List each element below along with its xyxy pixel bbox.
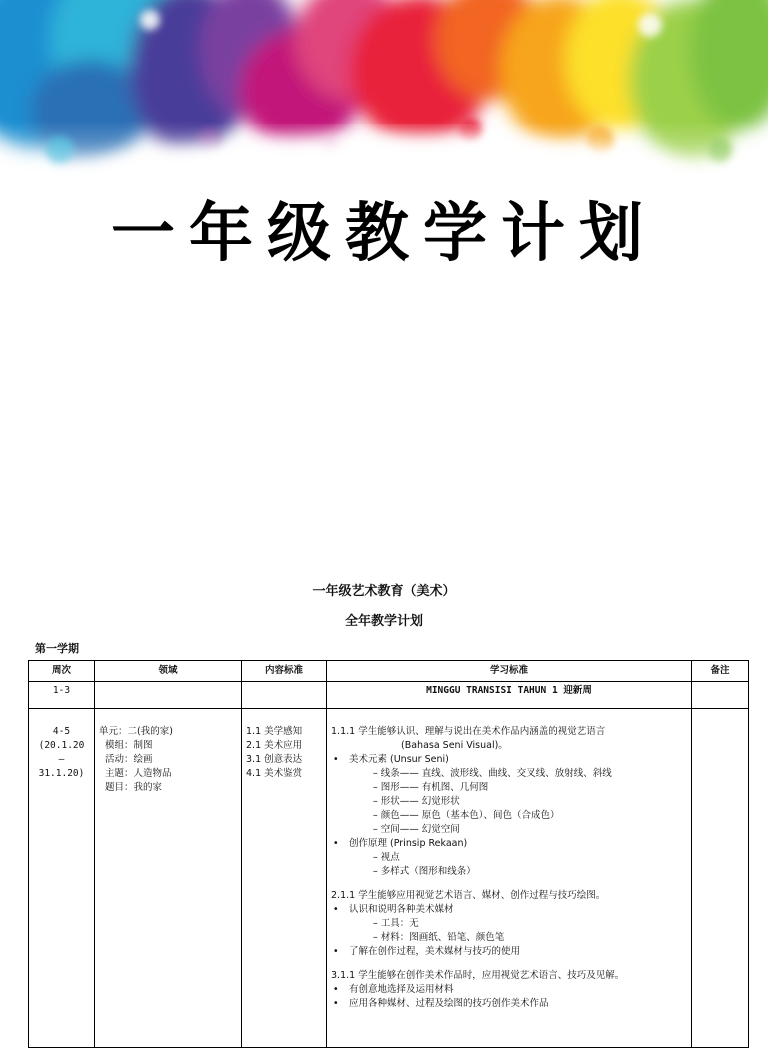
document-subtitle: 全年教学计划 (344, 614, 423, 629)
header-content-standard: 内容标准 (242, 661, 327, 682)
content-cell (242, 682, 327, 709)
week-cell: 4-5 (20.1.20 – 31.1.20) (29, 709, 95, 1048)
transition-note: MINGGU TRANSISI TAHUN 1 迎新周 (327, 682, 692, 709)
remark-cell (692, 709, 749, 1048)
document-title: 一年级艺术教育（美术） (312, 584, 456, 599)
content-standard-cell: 1.1 美学感知 2.1 美术应用 3.1 创意表达 4.1 美术鉴赏 (242, 709, 327, 1048)
table-row (29, 682, 749, 709)
header-domain: 领域 (95, 661, 242, 682)
header-remarks: 备注 (692, 661, 749, 682)
cover-banner (0, 0, 768, 220)
learning-standard-cell: 1.1.1 学生能够认识、理解与说出在美术作品内涵盖的视觉艺语言 (Bahasa Seni Visual)。 • 美术元素 (Unsur Seni) – 线条—— 直线、波形线、曲线、交叉线、放射线、斜线 – 图形—— 有机图、几何图 – 形状—— 幻觉形状 – 颜色—— 原色（基本色）、间色（合成色） – 空间—— 幻觉空间 • 创作原理 (Prinsip Rekaan) – 视点 – 多样式（图形和线条） 2.1.1 学生能够应用视觉艺术语言、媒材、创作过程与技巧绘图。 • 认识和说明各种美术媒材 – 工具：无 – 材料：图画纸、铅笔、颜色笔 • 了解在创作过程，美术媒材与技巧的使用 3.1.1 学生能够在创作美术作品时，应用视觉艺术语言、技巧及见解。 • 有创意地选择及运用材料 • 应用各种媒材、过程及绘图的技巧创作美术作品 (327, 709, 692, 1048)
week-cell: 1-3 (29, 682, 95, 709)
domain-cell (95, 682, 242, 709)
header-learning-standard: 学习标准 (327, 661, 692, 682)
header-week: 周次 (29, 661, 95, 682)
teaching-plan-table (28, 660, 749, 1048)
domain-cell: 单元：二(我的家) 模组：制图 活动：绘画 主题：人造物品 题目：我的家 (95, 709, 242, 1048)
table-row (29, 709, 749, 1048)
cover-title: 一年级教学计划 (111, 197, 657, 271)
watercolor-splash-image (0, 0, 768, 220)
table-header-row (29, 661, 749, 682)
remark-cell (692, 682, 749, 709)
term-label: 第一学期 (35, 642, 79, 655)
